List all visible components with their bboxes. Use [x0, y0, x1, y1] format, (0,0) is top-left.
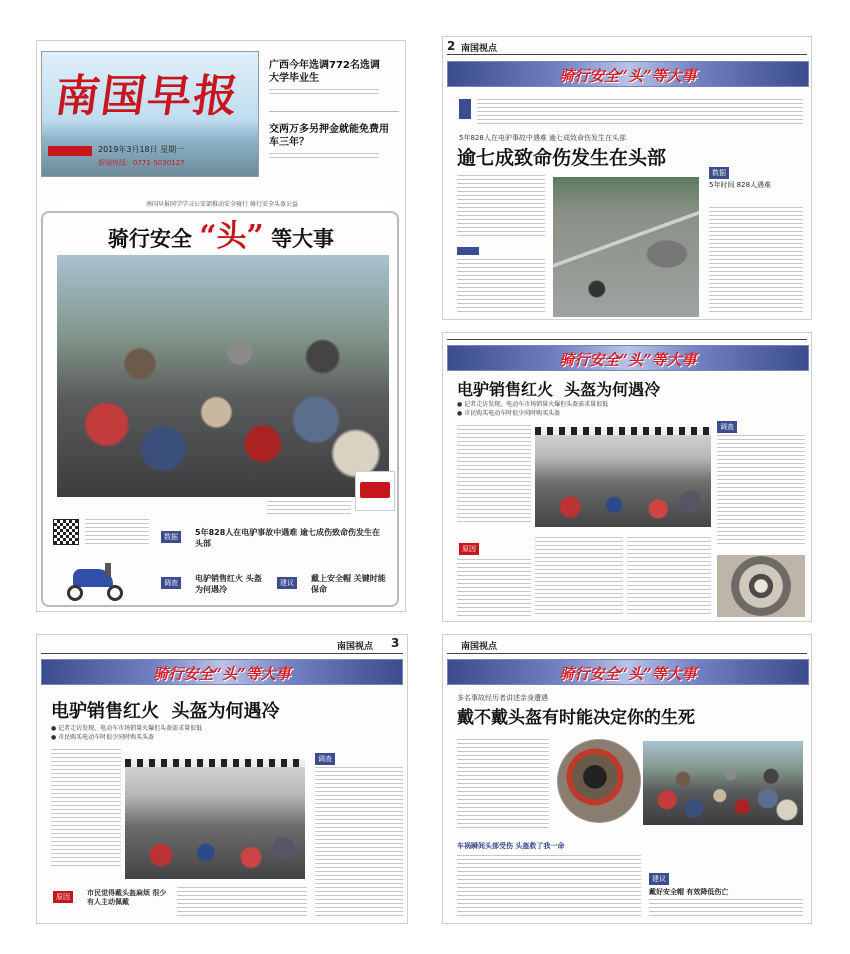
page-3l-col-3	[315, 767, 403, 917]
scooter-icon	[61, 563, 131, 603]
page-3r-col-2c	[627, 537, 711, 617]
page-2-headline: 逾七成致命伤发生在头部	[457, 147, 667, 169]
side-text-1	[269, 89, 379, 97]
box-label-survey: 调查	[161, 577, 181, 589]
page-4-banner	[447, 659, 809, 685]
side-text-2	[269, 153, 379, 161]
front-page	[36, 40, 406, 612]
page-2	[442, 36, 812, 320]
page-3r-helmet-photo	[717, 555, 805, 617]
page-3r-banner	[447, 345, 809, 371]
page-2-subhead: 5年828人在电驴事故中遇难 逾七成致命伤发生在头部	[459, 134, 627, 142]
page-3l-top-rule	[41, 653, 403, 654]
page-3r-col-3	[717, 435, 805, 545]
page-3r-bullet-1: ● 记者走访发现，电动车市场销量火爆但头盔需求量很低	[457, 401, 609, 408]
page-3l-label-2-text: 市民觉得戴头盔麻烦 很少有人主动佩戴	[87, 889, 167, 906]
feature-title-quote: “头”	[199, 219, 264, 254]
page-2-side-label: 数据	[709, 167, 729, 179]
page-3r-top-rule	[447, 339, 807, 340]
page-4-subhead: 多名事故经历者讲述亲身遭遇	[457, 694, 548, 702]
page-3l-bullet-2: ● 市民购买电动车时很少同时购买头盔	[51, 734, 155, 741]
box-label-advice: 建议	[277, 577, 297, 589]
photo-caption	[267, 501, 351, 515]
logo-badge-mark	[360, 482, 390, 498]
page-4-col-1	[457, 739, 549, 829]
side-divider	[269, 111, 399, 112]
page-3r-headline: 电驴销售红火 头盔为何遇冷	[457, 380, 661, 399]
page-2-index-mark	[459, 99, 471, 119]
page-3r-side-label: 调查	[717, 421, 737, 433]
page-4-round-photo	[557, 739, 641, 823]
box-text-advice: 戴上安全帽 关键时能保命	[311, 574, 386, 594]
page-2-accident-photo	[553, 177, 699, 317]
box-text-survey: 电驴销售红火 头盔为何遇冷	[195, 574, 262, 594]
page-4-col-1b	[457, 855, 641, 919]
page-4-box-text: 戴好安全帽 有效降低伤亡	[649, 888, 729, 896]
page-3l-headline: 电驴销售红火 头盔为何遇冷	[51, 701, 280, 722]
page-4-banner-title: 骑行安全“头”等大事	[559, 665, 697, 683]
box-label-data: 数据	[161, 531, 181, 543]
feature-kicker: 南国早报同学学习公安部推动安全骑行 骑行安全头盔公益	[57, 199, 387, 208]
page-3r-col-1	[457, 425, 531, 525]
page-3l-section: 南国视点	[337, 642, 374, 652]
page-4-line-1: 车祸瞬间头部受伤 头盔救了我一命	[457, 842, 565, 850]
feature-title-b: 等大事	[271, 226, 335, 251]
qr-text	[85, 519, 149, 545]
side-headline-2: 交两万多另押金就能免费用车三年？	[269, 124, 389, 148]
page-3r-label-2: 原因	[459, 543, 479, 555]
page-2-banner-title: 骑行安全“头”等大事	[559, 67, 697, 85]
page-3r-col-1b	[457, 559, 531, 617]
page-3l-col-1	[51, 749, 121, 869]
feature-title	[37, 211, 405, 255]
box-text-data: 5年828人在电驴事故中遇难 逾七成伤致命伤发生在头部	[195, 528, 381, 548]
page-4-crowd-photo	[643, 741, 803, 825]
page-2-top-rule	[447, 54, 807, 55]
crowd-photo	[57, 255, 389, 497]
page-3l-col-2b	[177, 887, 307, 919]
masthead-date: 2019年3月18日 星期一	[98, 145, 185, 154]
page-3r-banner-title: 骑行安全“头”等大事	[559, 351, 697, 369]
page-3l-bullet-1: ● 记者走访发现，电动车市场销量火爆但头盔需求量很低	[51, 725, 203, 732]
page-4	[442, 634, 812, 924]
page-3-right	[442, 332, 812, 622]
page-2-intro	[477, 99, 803, 125]
page-2-banner	[447, 61, 809, 87]
page-3l-banner-title: 骑行安全“头”等大事	[153, 665, 291, 683]
qr-code	[53, 519, 79, 545]
page-4-top-rule	[447, 653, 807, 654]
masthead-title: 南国早报	[51, 71, 243, 122]
side-headline-1: 广西今年选调772名选调大学毕业生	[269, 60, 380, 84]
page-3l-side-label: 调查	[315, 753, 335, 765]
page-4-box-label: 建议	[649, 873, 669, 885]
page-2-col-label	[457, 247, 479, 255]
page-4-section: 南国视点	[461, 642, 498, 652]
page-2-col-3	[709, 207, 803, 315]
page-3l-number: 3	[391, 636, 400, 650]
page-2-section: 南国视点	[461, 44, 498, 54]
page-2-col-1	[457, 175, 545, 239]
page-3-left	[36, 634, 408, 924]
page-3l-label-2: 原因	[53, 891, 73, 903]
masthead-box	[41, 51, 259, 177]
page-2-number: 2	[447, 39, 456, 53]
page-4-headline: 戴不戴头盔有时能决定你的生死	[457, 708, 695, 728]
page-3r-garage-photo	[535, 427, 711, 527]
page-3l-garage-photo	[125, 759, 305, 879]
page-3r-col-2b	[535, 537, 623, 617]
masthead-phone: 新闻热线：0771-5030127	[98, 159, 185, 167]
page-2-side-text: 5年时间 828人遇难	[709, 181, 772, 189]
page-3l-banner	[41, 659, 403, 685]
page-2-col-1b	[457, 259, 545, 315]
page-4-col-2b	[649, 899, 803, 919]
logo-badge	[355, 471, 395, 511]
page-3r-bullet-2: ● 市民购买电动车时很少同时购买头盔	[457, 410, 561, 417]
masthead-logo	[48, 146, 92, 156]
feature-title-a: 骑行安全	[107, 226, 192, 251]
